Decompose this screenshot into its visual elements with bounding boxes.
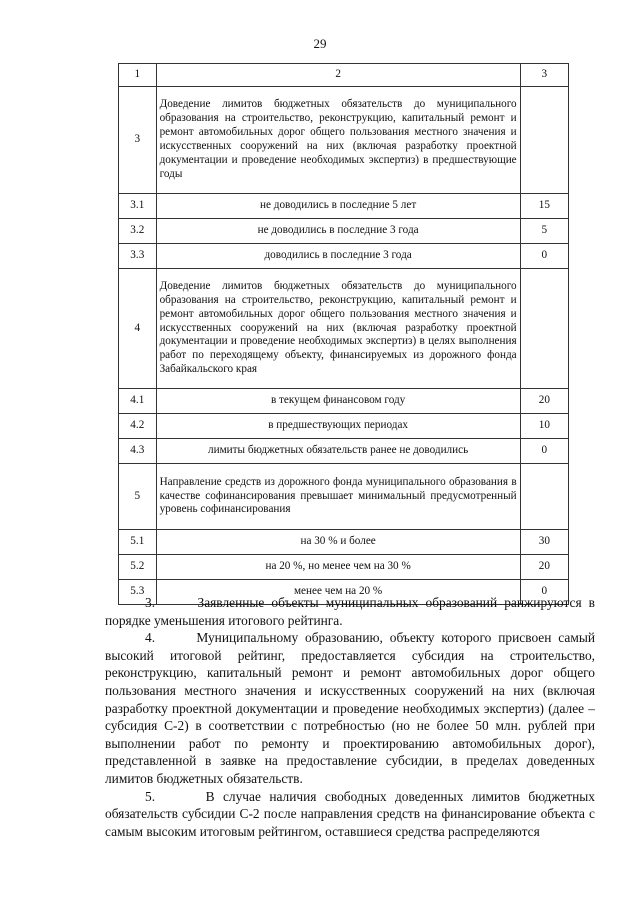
row-number: 4 xyxy=(119,269,157,389)
paragraph: 3. Заявленные объекты муниципальных образований ранжируются в порядке уменьшения итогового рейтинга. xyxy=(105,595,595,628)
table-row xyxy=(119,269,569,389)
row-criterion: Доведение лимитов бюджетных обязательств до муниципального образования на строительство, реконструкцию, капитальный ремонт и ремонт автомобильных дорог общего пользования местного значения и искусственных сооружений на них (включая разработку проектной документации и проведение необходимых экспертиз) в целях выполнения работ по переходящему объекту, финансируемых из дорожного фонда Забайкальского края xyxy=(156,269,520,389)
table-row xyxy=(119,439,569,464)
row-points xyxy=(520,269,568,389)
row-points: 30 xyxy=(520,530,568,555)
table-row xyxy=(119,244,569,269)
table-row xyxy=(119,194,569,219)
row-points: 0 xyxy=(520,244,568,269)
row-points xyxy=(520,464,568,530)
row-points: 5 xyxy=(520,219,568,244)
row-criterion: менее чем на 20 % xyxy=(156,580,520,605)
row-criterion: на 20 %, но менее чем на 30 % xyxy=(156,555,520,580)
paragraph: 5. В случае наличия свободных доведенных лимитов бюджетных обязательств субсидии С-2 после направления средств на финансирование объекта с самым высоким итоговым рейтингом, оставшиеся средства распределяются xyxy=(105,788,595,839)
table-row xyxy=(119,414,569,439)
row-number: 3.2 xyxy=(119,219,157,244)
rating-criteria-table xyxy=(118,63,569,605)
page-number: 29 xyxy=(313,36,327,51)
row-points: 0 xyxy=(520,580,568,605)
row-number: 4.2 xyxy=(119,414,157,439)
row-number: 5.2 xyxy=(119,555,157,580)
row-points: 20 xyxy=(520,555,568,580)
row-criterion: лимиты бюджетных обязательств ранее не доводились xyxy=(156,439,520,464)
row-criterion: на 30 % и более xyxy=(156,530,520,555)
row-number: 5 xyxy=(119,464,157,530)
table-row xyxy=(119,389,569,414)
row-number: 4.3 xyxy=(119,439,157,464)
table-row xyxy=(119,555,569,580)
table-header-row xyxy=(119,64,569,87)
row-number: 4.1 xyxy=(119,389,157,414)
table-row xyxy=(119,464,569,530)
header-cell-criterion: 2 xyxy=(156,64,520,87)
row-criterion: доводились в последние 3 года xyxy=(156,244,520,269)
row-number: 3 xyxy=(119,87,157,194)
row-points: 15 xyxy=(520,194,568,219)
body-text xyxy=(105,594,595,840)
paragraph: 4. Муниципальному образованию, объекту которого присвоен самый высокий итоговой рейтинг, предоставляется субсидия на строительство, реконструкцию, капитальный ремонт и ремонт автомобильных дорог общего пользования местного значения и искусственных сооружений на них (включая разработку проектной документации и проведение необходимых экспертиз) (далее – субсидия С-2) в соответствии с потребностью (но не более 50 млн. рублей при выполнении работ по ремонту и проектированию автомобильных дорог), представленной в заявке на предоставление субсидии, в пределах доведенных лимитов бюджетных обязательств. xyxy=(105,630,595,786)
row-points: 20 xyxy=(520,389,568,414)
row-number: 3.3 xyxy=(119,244,157,269)
row-criterion: не доводились в последние 3 года xyxy=(156,219,520,244)
table-row xyxy=(119,87,569,194)
row-points: 0 xyxy=(520,439,568,464)
row-criterion: Доведение лимитов бюджетных обязательств до муниципального образования на строительство, реконструкцию, капитальный ремонт и ремонт автомобильных дорог общего пользования местного значения и искусственных сооружений на них (включая разработку проектной документации и проведение необходимых экспертиз) в предшествующие годы xyxy=(156,87,520,194)
row-points xyxy=(520,87,568,194)
row-criterion: Направление средств из дорожного фонда муниципального образования в качестве софинансирования превышает минимальный предусмотренный уровень софинансирования xyxy=(156,464,520,530)
row-points: 10 xyxy=(520,414,568,439)
table-row xyxy=(119,530,569,555)
row-number: 3.1 xyxy=(119,194,157,219)
row-number: 5.3 xyxy=(119,580,157,605)
header-cell-points: 3 xyxy=(520,64,568,87)
row-number: 5.1 xyxy=(119,530,157,555)
table-row xyxy=(119,219,569,244)
row-criterion: не доводились в последние 5 лет xyxy=(156,194,520,219)
header-cell-number: 1 xyxy=(119,64,157,87)
row-criterion: в предшествующих периодах xyxy=(156,414,520,439)
row-criterion: в текущем финансовом году xyxy=(156,389,520,414)
